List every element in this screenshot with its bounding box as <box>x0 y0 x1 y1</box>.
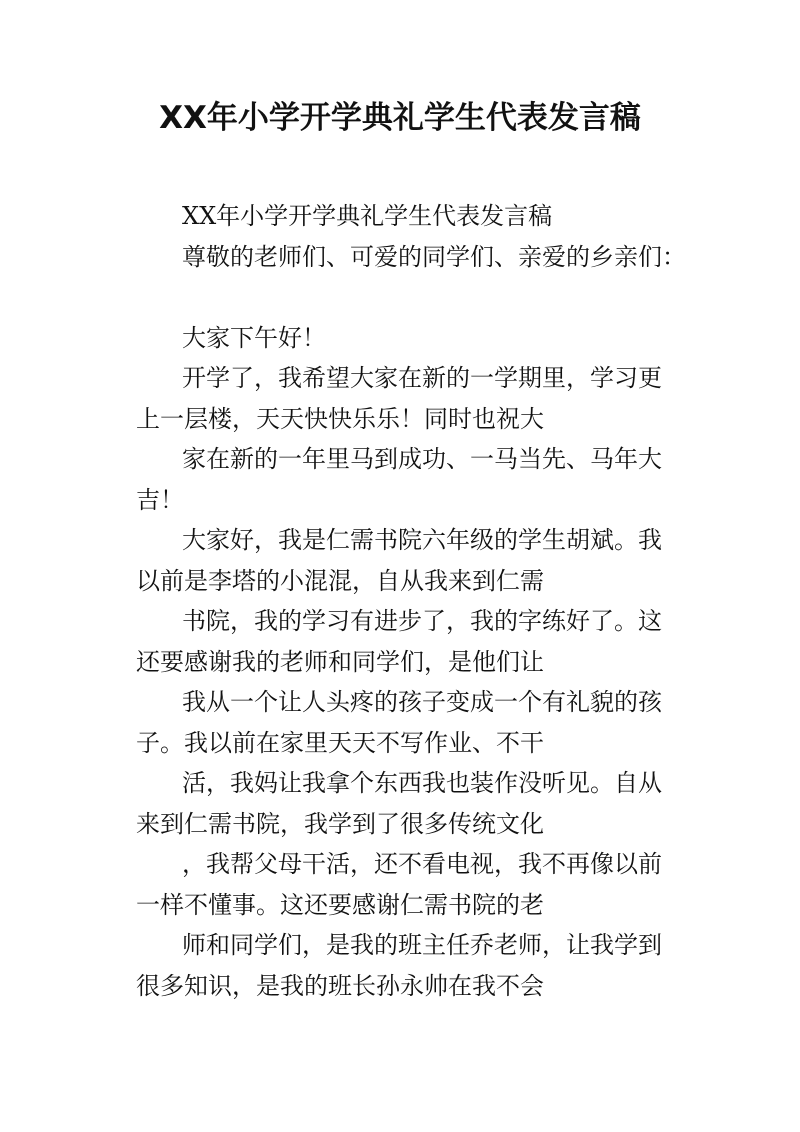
paragraph-line: XX年小学开学典礼学生代表发言稿 <box>182 202 553 230</box>
document-title: XX年小学开学典礼学生代表发言稿 <box>159 100 641 136</box>
document-body <box>136 196 686 1006</box>
paragraph-line: 家在新的一年里马到成功、一马当先、马年大 <box>182 445 662 473</box>
paragraph-line: 活，我妈让我拿个东西我也装作没听见。自从 <box>182 769 662 797</box>
paragraph-line: 书院，我的学习有进步了，我的字练好了。这 <box>182 607 662 635</box>
salutation-line: 尊敬的老师们、可爱的同学们、亲爱的乡亲们： <box>182 242 686 271</box>
paragraph-line: ，我帮父母干活，还不看电视，我不再像以前 <box>182 850 662 878</box>
paragraph-line: 我从一个让人头疼的孩子变成一个有礼貌的孩 <box>182 688 662 716</box>
paragraph-line: 上一层楼，天天快快乐乐！同时也祝大 <box>136 404 544 433</box>
greeting-line: 大家下午好！ <box>182 323 326 352</box>
blank-line <box>136 277 676 318</box>
paragraph-line: 子。我以前在家里天天不写作业、不干 <box>136 728 544 757</box>
paragraph-line: 以前是李塔的小混混，自从我来到仁需 <box>136 566 544 595</box>
paragraph-line: 一样不懂事。这还要感谢仁需书院的老 <box>136 890 544 919</box>
paragraph-line: 开学了，我希望大家在新的一学期里，学习更 <box>182 364 662 392</box>
paragraph-line: 大家好，我是仁需书院六年级的学生胡斌。我 <box>182 526 662 554</box>
paragraph-line: 还要感谢我的老师和同学们，是他们让 <box>136 647 544 676</box>
paragraph-line: 来到仁需书院，我学到了很多传统文化 <box>136 809 544 838</box>
paragraph-line: 吉！ <box>136 485 184 514</box>
paragraph-line: 很多知识，是我的班长孙永帅在我不会 <box>136 971 544 1000</box>
paragraph-line: 师和同学们，是我的班主任乔老师，让我学到 <box>182 931 662 959</box>
